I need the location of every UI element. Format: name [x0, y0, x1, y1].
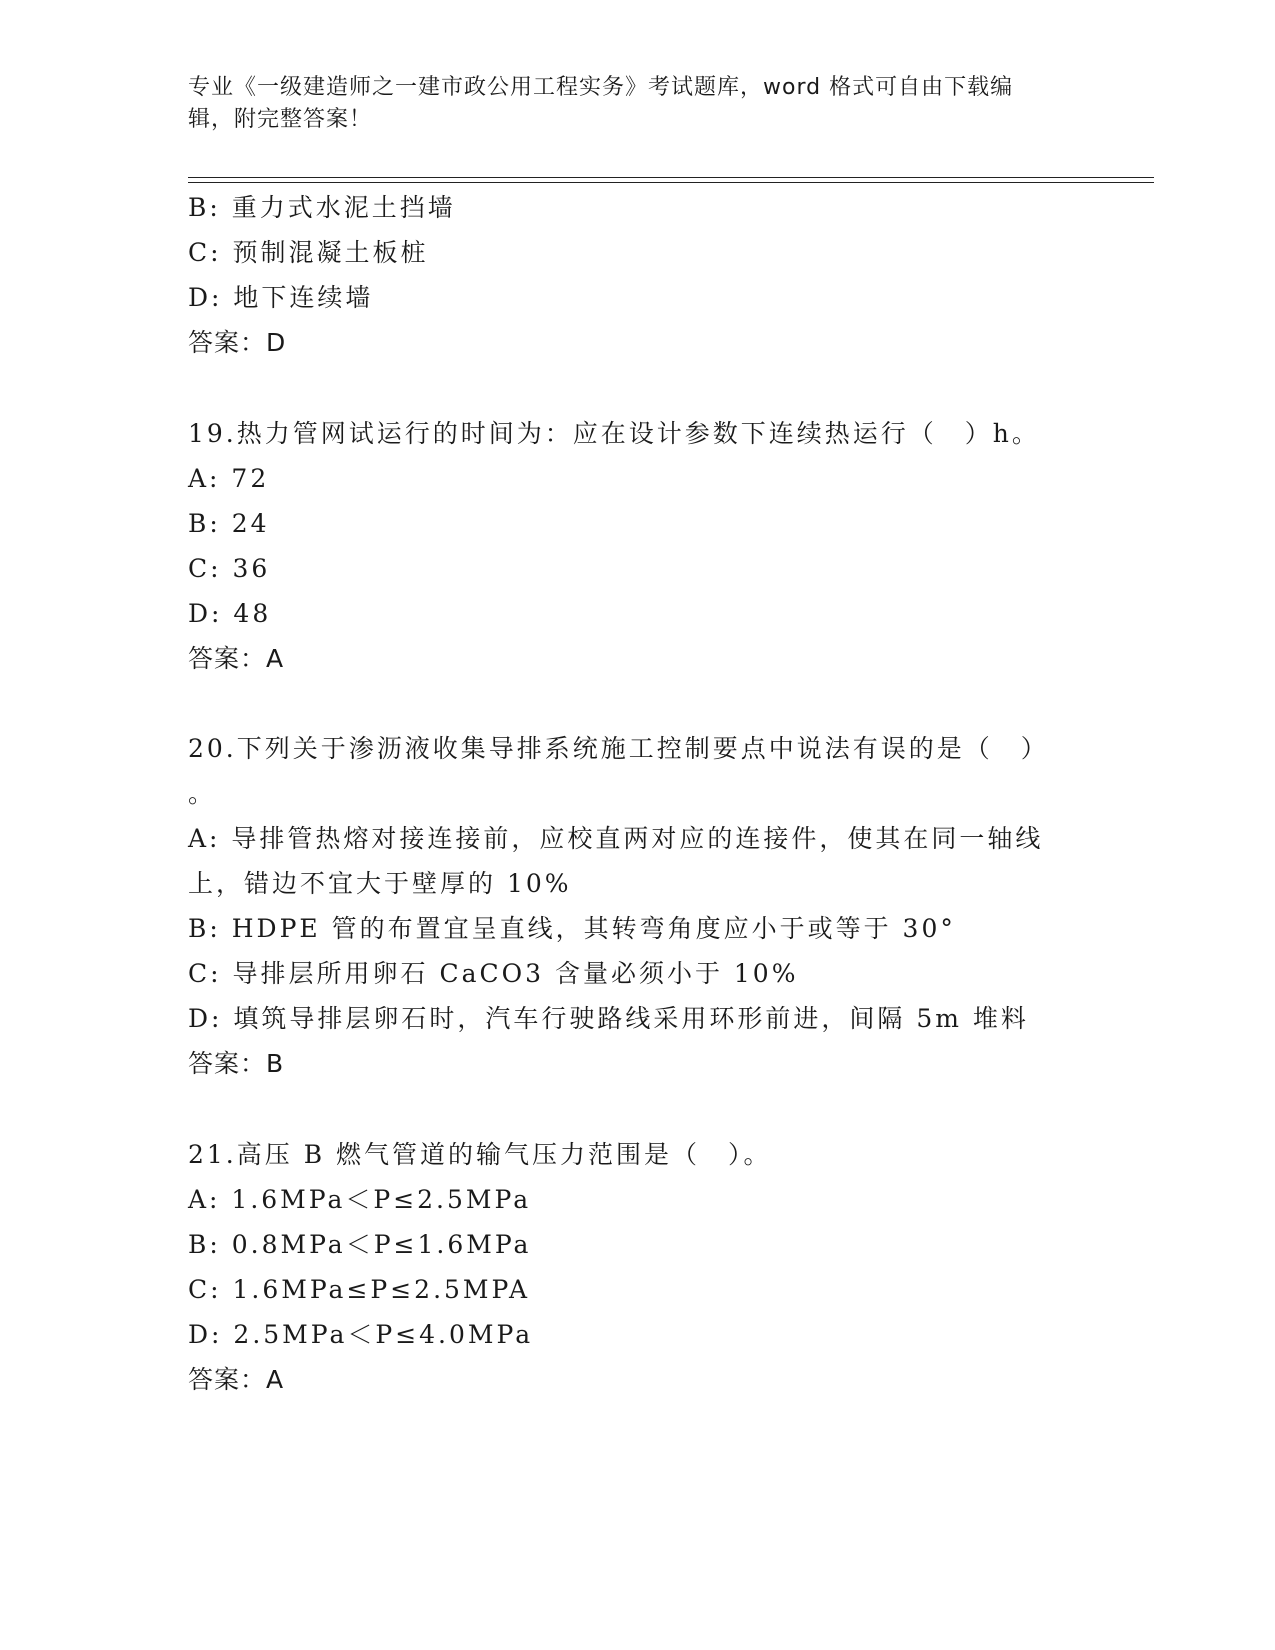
header-divider-bottom	[188, 182, 1154, 183]
header-line-2: 辑，附完整答案！	[188, 107, 373, 132]
q21-option-c: C: 1.6MPa≤P≤2.5MPA	[188, 1275, 531, 1304]
header-line-1: 专业《一级建造师之一建市政公用工程实务》考试题库，word 格式可自由下载编	[188, 75, 1014, 100]
q19-answer: 答案：A	[188, 644, 285, 673]
q20-option-c: C: 导排层所用卵石 CaCO3 含量必须小于 10%	[188, 959, 799, 988]
q20-option-b: B: HDPE 管的布置宜呈直线，其转弯角度应小于或等于 30°	[188, 914, 956, 943]
prev-option-c: C: 预制混凝土板桩	[188, 238, 429, 267]
q19-option-a: A: 72	[188, 464, 270, 493]
q21-option-d: D: 2.5MPa＜P≤4.0MPa	[188, 1320, 534, 1349]
prev-answer: 答案：D	[188, 328, 287, 357]
header-divider-top	[188, 177, 1154, 178]
q20-option-a-line-1: A: 导排管热熔对接连接前，应校直两对应的连接件，使其在同一轴线	[188, 824, 1044, 853]
q20-stem-line-2: 。	[188, 779, 217, 808]
q19-stem: 19.热力管网试运行的时间为：应在设计参数下连续热运行（ ）h。	[188, 419, 1040, 448]
q19-option-d: D: 48	[188, 599, 272, 628]
q21-option-a: A: 1.6MPa＜P≤2.5MPa	[188, 1185, 532, 1214]
q21-answer: 答案：A	[188, 1365, 285, 1394]
prev-option-d: D: 地下连续墙	[188, 283, 374, 312]
q20-option-a-line-2: 上，错边不宜大于壁厚的 10%	[188, 869, 572, 898]
q20-answer: 答案：B	[188, 1049, 285, 1078]
prev-option-b: B: 重力式水泥土挡墙	[188, 193, 456, 222]
q20-option-d: D: 填筑导排层卵石时，汽车行驶路线采用环形前进，间隔 5m 堆料	[188, 1004, 1029, 1033]
q20-stem-line-1: 20.下列关于渗沥液收集导排系统施工控制要点中说法有误的是（ ）	[188, 734, 1049, 763]
q21-option-b: B: 0.8MPa＜P≤1.6MPa	[188, 1230, 532, 1259]
q19-option-b: B: 24	[188, 509, 270, 538]
document-header	[188, 72, 1078, 136]
q19-option-c: C: 36	[188, 554, 271, 583]
q21-stem: 21.高压 B 燃气管道的输气压力范围是（ ）。	[188, 1140, 772, 1169]
